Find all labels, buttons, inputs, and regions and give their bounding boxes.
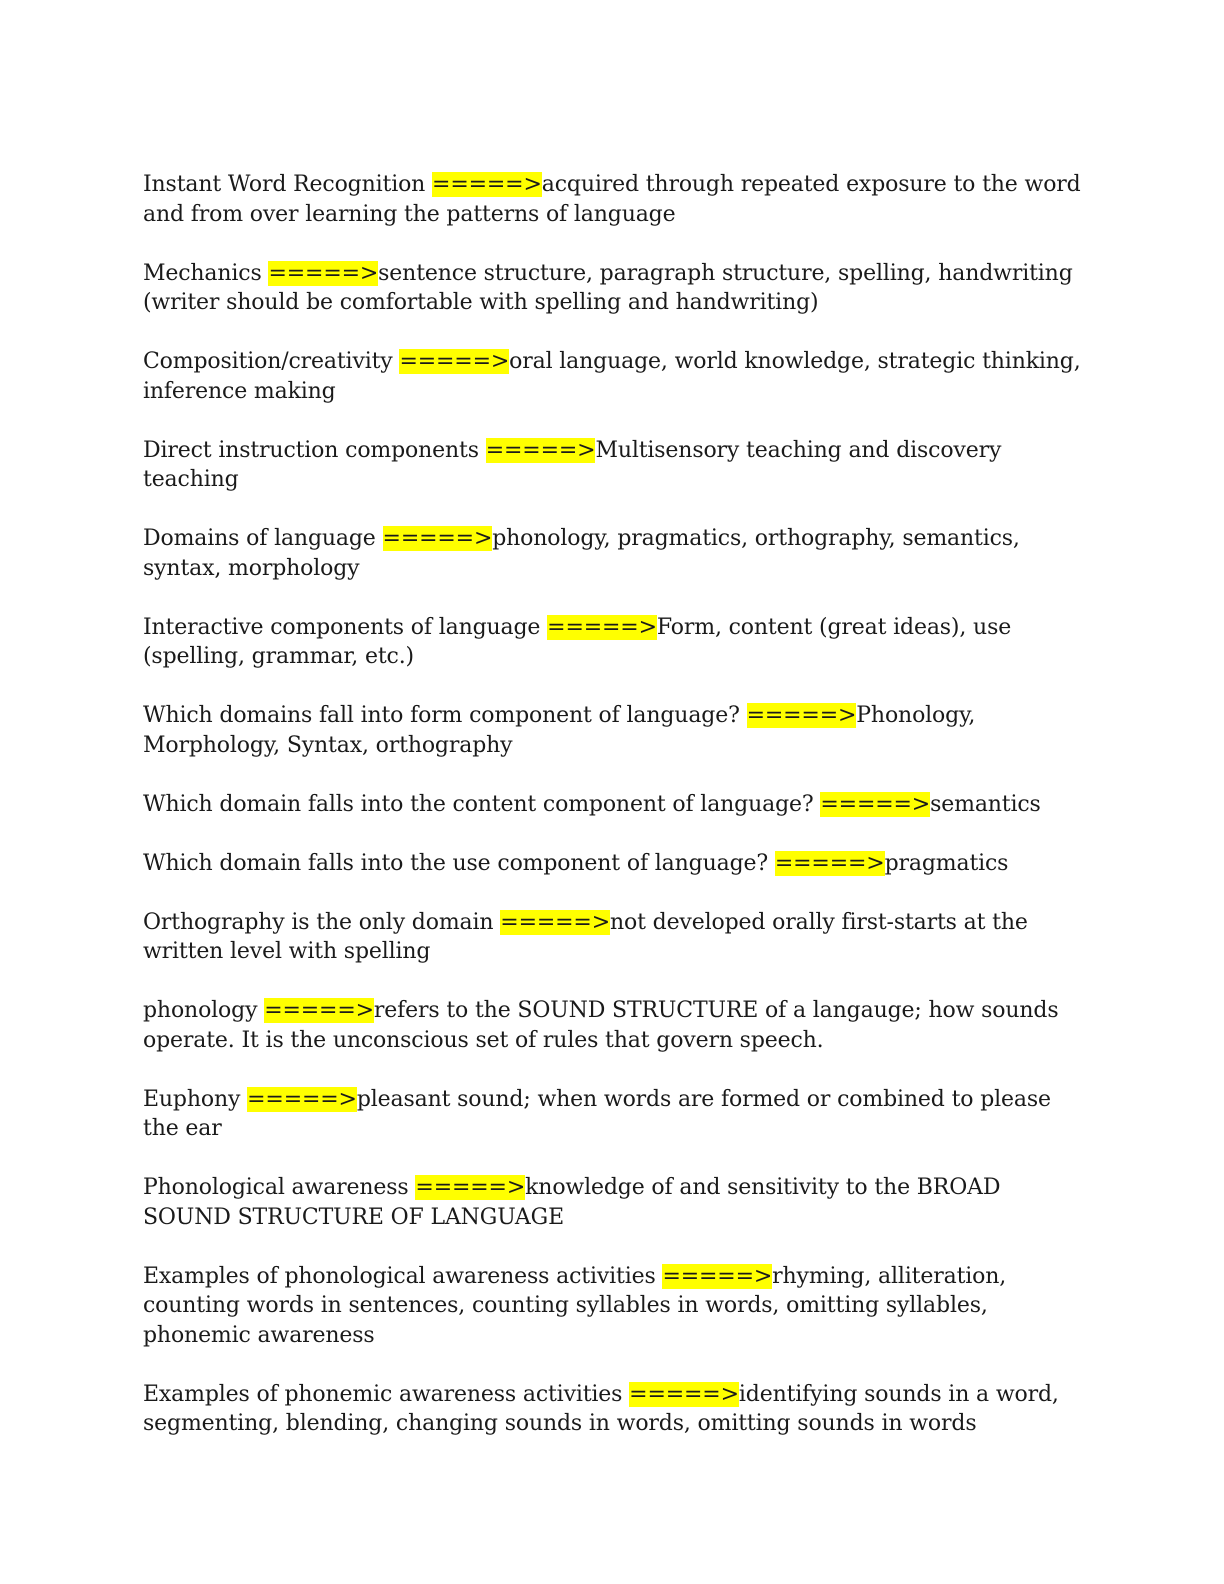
entry-term: phonology	[143, 998, 258, 1023]
arrow-separator: =====>	[432, 172, 542, 197]
entry-definition: identifying sounds in a word, segmenting, blending, changing sounds in words, omitting sounds in words	[143, 1381, 1059, 1436]
entry-term: Euphony	[143, 1086, 241, 1112]
entry-term: Phonological awareness	[143, 1175, 409, 1200]
arrow-separator: =====>	[485, 437, 596, 463]
entry-5	[143, 524, 1083, 583]
entry-definition: Multisensory teaching and discovery teaching	[143, 437, 1002, 492]
entry-term: Which domain falls into the use component of language?	[143, 850, 769, 876]
arrow-separator: =====>	[415, 1175, 526, 1200]
entry-11	[143, 996, 1083, 1055]
arrow-separator: =====>	[268, 260, 379, 286]
arrow-separator: =====>	[774, 850, 885, 876]
arrow-separator: =====>	[500, 909, 610, 935]
entry-1	[143, 170, 1083, 229]
arrow-separator: =====>	[247, 1086, 357, 1112]
arrow-separator: =====>	[547, 614, 657, 640]
entry-term: Examples of phonological awareness activities	[143, 1263, 656, 1289]
entry-term: Orthography is the only domain	[143, 909, 494, 935]
arrow-separator: =====>	[264, 998, 374, 1023]
arrow-separator: =====>	[382, 526, 493, 551]
entry-10	[143, 908, 1083, 967]
entry-definition: oral language, world knowledge, strategic thinking, inference making	[143, 349, 1081, 404]
entry-definition: phonology, pragmatics, orthography, semantics, syntax, morphology	[143, 526, 1020, 581]
entry-term: Interactive components of language	[143, 614, 541, 640]
entry-definition: refers to the SOUND STRUCTURE of a langauge; how sounds operate. It is the unconscious set of rules that govern speech.	[143, 998, 1059, 1053]
entry-6	[143, 613, 1083, 672]
document-body	[143, 170, 1083, 1468]
entry-term: Instant Word Recognition	[143, 172, 426, 197]
entry-13	[143, 1173, 1083, 1232]
entry-definition: pleasant sound; when words are formed or combined to please the ear	[143, 1086, 1051, 1141]
entry-definition: Form, content (great ideas), use (spelling, grammar, etc.)	[143, 614, 1012, 669]
entry-term: Examples of phonemic awareness activities	[143, 1381, 623, 1407]
entry-14	[143, 1262, 1083, 1351]
entry-4	[143, 436, 1083, 495]
entry-term: Which domains fall into form component of language?	[143, 703, 740, 728]
entry-definition: Phonology, Morphology, Syntax, orthography	[143, 703, 976, 758]
arrow-separator: =====>	[820, 791, 931, 817]
entry-term: Mechanics	[143, 260, 262, 286]
entry-definition: rhyming, alliteration, counting words in sentences, counting syllables in words, omitting syllables, phonemic awareness	[143, 1263, 1007, 1348]
entry-8	[143, 790, 1083, 820]
entry-9	[143, 849, 1083, 879]
entry-15	[143, 1380, 1083, 1439]
entry-term: Direct instruction components	[143, 437, 479, 463]
entry-2	[143, 259, 1083, 318]
entry-3	[143, 347, 1083, 406]
arrow-separator: =====>	[746, 703, 857, 728]
entry-term: Composition/creativity	[143, 349, 393, 374]
entry-definition: knowledge of and sensitivity to the BROAD SOUND STRUCTURE OF LANGUAGE	[143, 1175, 1001, 1230]
arrow-separator: =====>	[399, 349, 510, 374]
arrow-separator: =====>	[629, 1381, 739, 1407]
arrow-separator: =====>	[662, 1263, 773, 1289]
entry-term: Which domain falls into the content component of language?	[143, 791, 814, 817]
entry-definition: not developed orally first-starts at the written level with spelling	[143, 909, 1028, 964]
entry-definition: sentence structure, paragraph structure, spelling, handwriting (writer should be comfortable with spelling and handwriting)	[143, 260, 1073, 315]
entry-definition: pragmatics	[884, 850, 1009, 876]
entry-definition: semantics	[930, 791, 1041, 817]
entry-12	[143, 1085, 1083, 1144]
entry-definition: acquired through repeated exposure to the word and from over learning the patterns of language	[143, 172, 1081, 227]
entry-term: Domains of language	[143, 526, 376, 551]
entry-7	[143, 701, 1083, 760]
